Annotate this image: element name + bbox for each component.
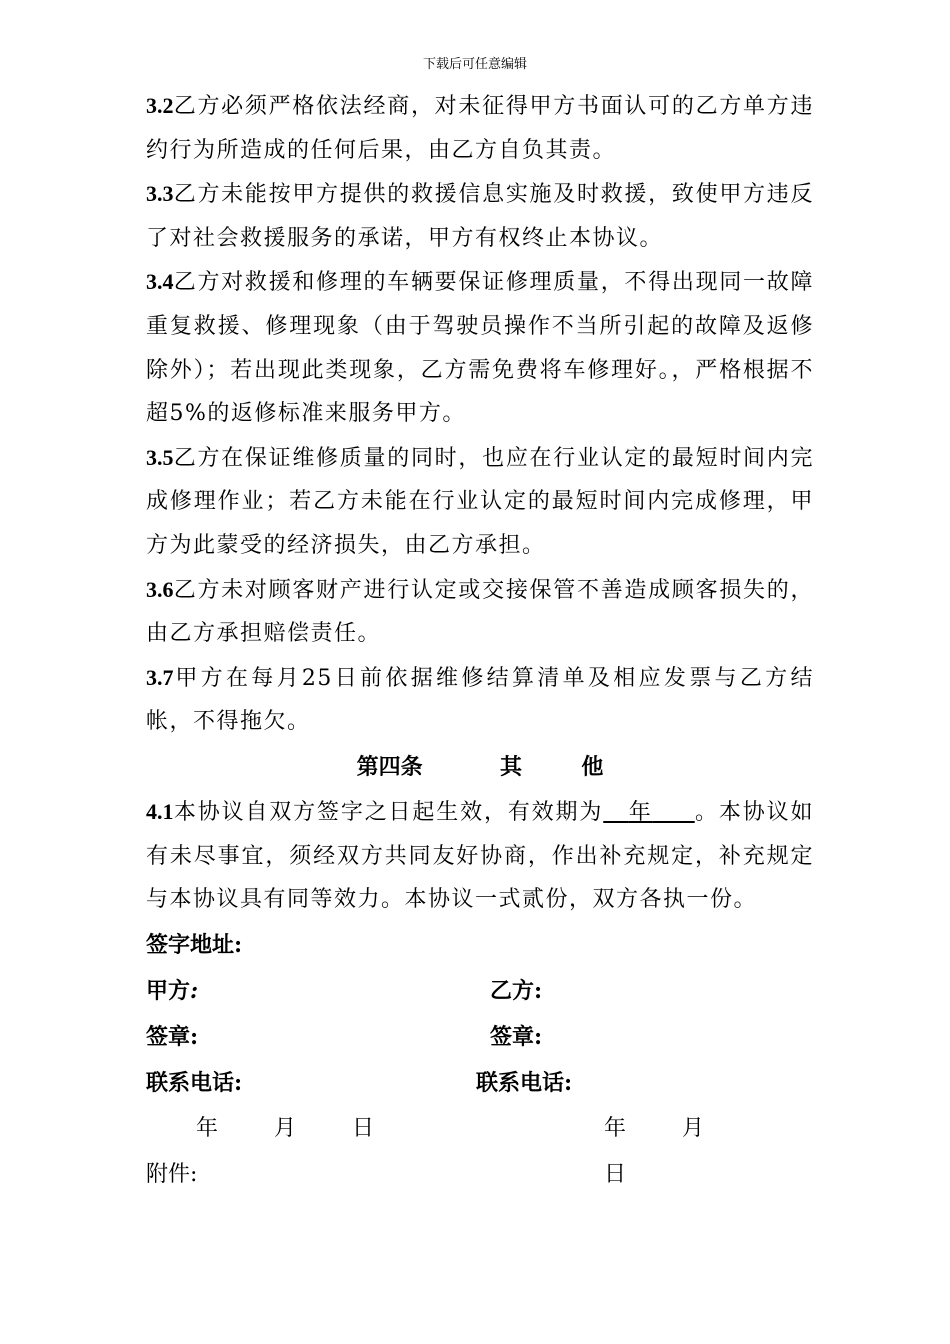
attachment-label: 附件: [146,1161,198,1187]
seal-row [146,1014,814,1060]
clause-text: 乙方未能按甲方提供的救援信息实施及时救援，致使甲方违反了对社会救援服务的承诺，甲方有权终止本协议。 [146,182,814,251]
section-title-part: 其 [499,753,522,780]
date-year: 年 [196,1115,219,1141]
clause-3-7 [146,656,814,744]
clause-text: 本协议自双方签字之日起生效，有效期为 [173,799,604,825]
clause-number: 3.3 [146,181,174,207]
date-year: 年 [604,1115,627,1141]
clause-text: 乙方必须严格依法经商，对未征得甲方书面认可的乙方单方违约行为所造成的任何后果，由乙方自负其责。 [146,94,814,163]
clause-3-3 [146,172,814,260]
seal-a-label: 签章: [146,1023,199,1050]
clause-number: 3.6 [146,576,174,602]
party-row [146,968,814,1014]
clause-3-4 [146,260,814,435]
clause-number: 3.7 [146,664,174,690]
section-title-part: 他 [581,753,604,780]
date-day: 日 [352,1115,375,1141]
clause-text: 。本协议如有未尽事宜，须经双方共同友好协商，作出补充规定，补充规定与本协议具有同等效力。本协议一式贰份，双方各执一份。 [146,799,814,913]
clause-3-6 [146,568,814,656]
section-title-part: 第四条 [356,753,423,780]
validity-year-label: 年 [628,799,653,825]
signature-address-row [146,922,814,968]
document-body [146,84,814,1198]
clause-number: 3.5 [146,444,174,470]
clause-text: 乙方在保证维修质量的同时，也应在行业认定的最短时间内完成修理作业；若乙方未能在行业认定的最短时间内完成修理，甲方为此蒙受的经济损失，由乙方承担。 [146,445,814,558]
party-a-label: 甲方: [146,977,199,1004]
date-month: 月 [274,1115,297,1141]
clause-number: 4.1 [146,798,174,824]
clause-number: 3.4 [146,269,174,295]
clause-4-1 [146,790,814,922]
clause-number: 3.2 [146,93,174,118]
party-b-label: 乙方: [490,977,543,1004]
phone-row [146,1060,814,1106]
phone-a-label: 联系电话: [146,1069,243,1096]
clause-text: 乙方对救援和修理的车辆要保证修理质量，不得出现同一故障重复救援、修理现象（由于驾驶员操作不当所引起的故障及返修除外）；若出现此类现象，乙方需免费将车修理好。，严格根据不超5%的返修标准来服务甲方。 [146,270,814,427]
phone-b-label: 联系电话: [476,1069,573,1096]
page-header: 下载后可任意编辑 [422,57,527,72]
attachment-row [146,1152,814,1198]
signature-address-label: 签字地址: [146,931,243,958]
section-title [146,744,814,790]
clause-text: 乙方未对顾客财产进行认定或交接保管不善造成顾客损失的，由乙方承担赔偿责任。 [146,577,814,647]
clause-3-2 [146,84,814,172]
date-month: 月 [682,1115,705,1141]
clause-3-5 [146,436,814,568]
seal-b-label: 签章: [490,1023,543,1050]
date-a [196,1106,430,1152]
date-day: 日 [604,1161,627,1187]
validity-blank [603,791,694,835]
clause-text: 甲方在每月25日前依据维修结算清单及相应发票与乙方结帐，不得拖欠。 [146,665,814,735]
